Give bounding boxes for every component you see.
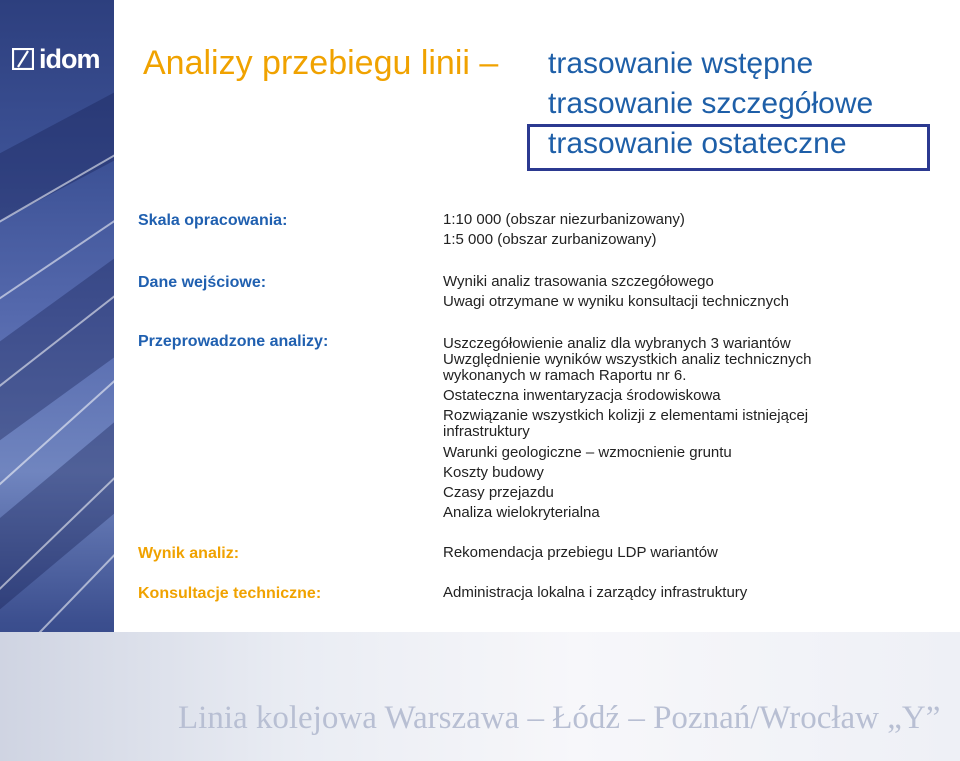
consultation-label: Konsultacje techniczne: (138, 585, 322, 602)
bottom-photo-band (0, 632, 960, 761)
analysis-line: Czasy przejazdu (443, 484, 554, 501)
analysis-line: infrastruktury (443, 423, 530, 440)
analysis-line: Rozwiązanie wszystkich kolizji z elementami istniejącej (443, 407, 809, 424)
scale-line: 1:10 000 (obszar niezurbanizowany) (443, 211, 685, 228)
analyses-list-b (443, 386, 721, 406)
analysis-line: Ostateczna inwentaryzacja środowiskowa (443, 387, 721, 404)
stage-item-highlighted: trasowanie ostateczne (548, 127, 847, 160)
result-label: Wynik analiz: (138, 545, 240, 562)
result-text: Rekomendacja przebiegu LDP wariantów (443, 544, 718, 561)
footer-title: Linia kolejowa Warszawa – Łódź – Poznań/Wrocław „Y” (178, 700, 941, 736)
analysis-line: wykonanych w ramach Raportu nr 6. (443, 367, 687, 384)
logo-mark-icon (12, 48, 34, 70)
consultation-text: Administracja lokalna i zarządcy infrastruktury (443, 584, 748, 601)
scale-line: 1:5 000 (obszar zurbanizowany) (443, 231, 657, 248)
stage-item: trasowanie szczegółowe (548, 87, 874, 120)
analysis-line: Koszty budowy (443, 464, 544, 481)
analysis-line: Uszczegółowienie analiz dla wybranych 3 wariantów (443, 335, 791, 352)
analysis-line: Analiza wielokryterialna (443, 504, 600, 521)
analyses-list-d (443, 443, 732, 523)
input-data-line: Wyniki analiz trasowania szczegółowego (443, 273, 714, 290)
stage-item: trasowanie wstępne (548, 47, 814, 80)
highlight-box (527, 124, 930, 171)
analysis-line: Warunki geologiczne – wzmocnienie gruntu (443, 444, 732, 461)
input-data-label: Dane wejściowe: (138, 274, 267, 291)
idom-logo (12, 44, 100, 74)
input-data-line: Uwagi otrzymane w wyniku konsultacji technicznych (443, 293, 789, 310)
logo-text: idom (39, 44, 100, 74)
scale-values (443, 210, 685, 250)
slide-title: Analizy przebiegu linii – (143, 44, 499, 82)
analyses-label: Przeprowadzone analizy: (138, 333, 329, 350)
analyses-list-a (443, 336, 812, 384)
analysis-line: Uwzględnienie wyników wszystkich analiz technicznych (443, 351, 812, 368)
analyses-list-c (443, 408, 808, 440)
scale-label: Skala opracowania: (138, 212, 288, 229)
input-data-list (443, 272, 789, 312)
